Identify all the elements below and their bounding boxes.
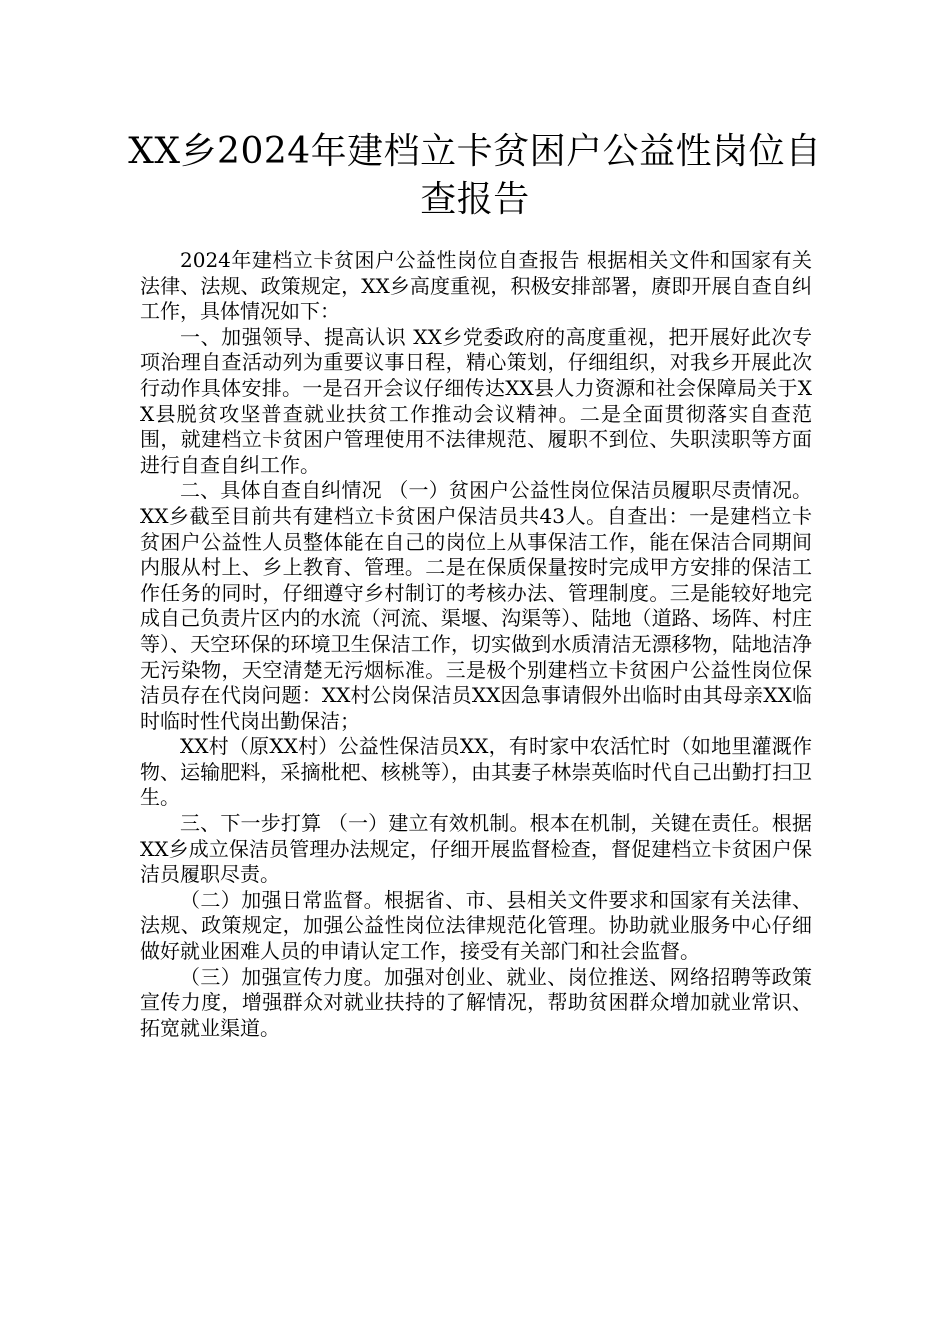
title-line-1: XX乡2024年建档立卡贫困户公益性岗位自: [128, 131, 822, 172]
paragraph-section-1: 一、加强领导、提高认识 XX乡党委政府的高度重视，把开展好此次专项治理自查活动列为重要议事日程，精心策划，仔细组织，对我乡开展此次行动作具体安排。一是召开会议仔细传达XX县人力资源和社会保障局关于XX县脱贫攻坚普查就业扶贫工作推动会议精神。二是全面贯彻落实自查范围，就建档立卡贫困户管理使用不法律规范、履职不到位、失职渎职等方面进行自查自纠工作。: [140, 324, 812, 477]
document-body: [140, 248, 812, 1041]
paragraph-section-2: 二、具体自查自纠情况 （一）贫困户公益性岗位保洁员履职尽责情况。XX乡截至目前共有建档立卡贫困户保洁员共43人。自查出：一是建档立卡贫困户公益性人员整体能在自己的岗位上从事保洁工作，能在保洁合同期间内服从村上、乡上教育、管理。二是在保质保量按时完成甲方安排的保洁工作任务的同时，仔细遵守乡村制订的考核办法、管理制度。三是能较好地完成自己负责片区内的水流（河流、渠堰、沟渠等）、陆地（道路、场阵、村庄等）、天空环保的环境卫生保洁工作，切实做到水质清洁无漂移物，陆地洁净无污染物，天空清楚无污烟标准。三是极个别建档立卡贫困户公益性岗位保洁员存在代岗问题：XX村公岗保洁员XX因急事请假外出临时由其母亲XX临时临时性代岗出勤保洁；: [140, 478, 812, 733]
paragraph-section-3-item-2: （二）加强日常监督。根据省、市、县相关文件要求和国家有关法律、法规、政策规定，加强公益性岗位法律规范化管理。协助就业服务中心仔细做好就业困难人员的申请认定工作，接受有关部门和社会监督。: [140, 887, 812, 964]
paragraph-section-3-item-3: （三）加强宣传力度。加强对创业、就业、岗位推送、网络招聘等政策宣传力度，增强群众对就业扶持的了解情况，帮助贫困群众增加就业常识、拓宽就业渠道。: [140, 964, 812, 1040]
document-title: [120, 128, 830, 224]
paragraph-section-3: 三、下一步打算 （一）建立有效机制。根本在机制，关键在责任。根据XX乡成立保洁员管理办法规定，仔细开展监督检查，督促建档立卡贫困户保洁员履职尽责。: [140, 811, 812, 887]
paragraph-intro: 2024年建档立卡贫困户公益性岗位自查报告 根据相关文件和国家有关法律、法规、政策规定，XX乡高度重视，积极安排部署，赓即开展自查自纠工作，具体情况如下：: [140, 248, 812, 324]
paragraph-section-2-case: XX村（原XX村）公益性保洁员XX，有时家中农活忙时（如地里灌溉作物、运输肥料，采摘枇杷、核桃等），由其妻子林崇英临时代自己出勤打扫卫生。: [140, 734, 812, 810]
title-line-2: 查报告: [420, 179, 530, 220]
